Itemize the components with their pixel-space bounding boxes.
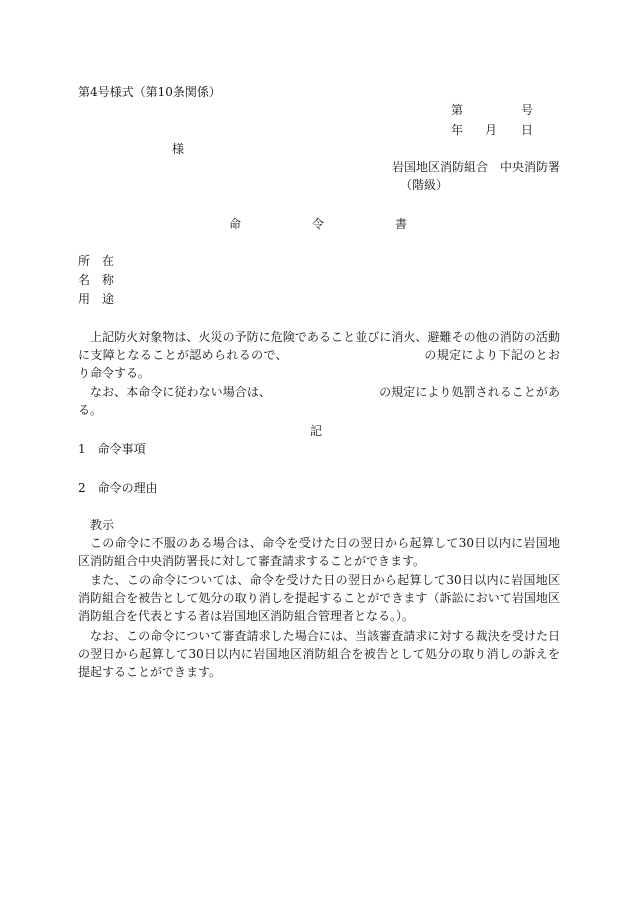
body-paragraph-2-part-1: なお、本命令に従わない場合は、 — [90, 385, 271, 399]
document-number-suffix: 号 — [521, 103, 534, 117]
body-paragraph-2 — [78, 383, 560, 419]
form-label: 第4号様式（第10条関係） — [78, 85, 221, 99]
title-char-3: 書 — [395, 217, 408, 231]
field-label-name: 名 称 — [78, 273, 115, 287]
notice-paragraph-2: また、この命令については、命令を受けた日の翌日から起算して30日以内に岩国地区消防組合を被告として処分の取り消しを提起することができます（訴訟において岩国地区消防組合を代表とする者は岩国地区消防組合管理者となる。）。 — [78, 573, 560, 623]
issuer-organization: 岩国地区消防組合 中央消防署 — [392, 160, 561, 174]
field-label-location: 所 在 — [78, 254, 115, 268]
date-day: 日 — [521, 123, 534, 137]
notice-paragraph-3: なお、この命令について審査請求した場合には、当該審査請求に対する裁決を受けた日の翌日から起算して30日以内に岩国地区消防組合を被告として処分の取り消しの訴えを提起することができます。 — [78, 629, 560, 679]
body-paragraph-2-part-2: の規定により処罰されることがある。 — [78, 385, 560, 417]
notice-paragraph-1: この命令に不服のある場合は、命令を受けた日の翌日から起算して30日以内に岩国地区消防組合中央消防署長に対して審査請求することができます。 — [78, 536, 560, 568]
issuer-rank: （階級） — [400, 178, 449, 192]
notice-heading: 教示 — [90, 518, 115, 532]
title-char-1: 命 — [229, 217, 242, 231]
body-paragraph-1-part-1: 上記防火対象物は、火災の予防に危険であること並びに消火、避難その他の消防の活動に支障となることが認められるので、 — [78, 330, 560, 362]
date-month: 月 — [485, 123, 498, 137]
document-number-prefix: 第 — [451, 103, 464, 117]
ki-heading: 記 — [310, 424, 323, 438]
field-label-usage: 用 途 — [78, 292, 115, 306]
item-order-details: 1 命令事項 — [78, 442, 146, 456]
body-paragraph-1-part-2: の規定により下記のとおり命令する。 — [78, 348, 560, 380]
title-char-2: 令 — [312, 217, 325, 231]
addressee-suffix: 様 — [172, 142, 185, 156]
body-paragraph-1 — [78, 328, 560, 382]
item-order-reason: 2 命令の理由 — [78, 481, 158, 495]
date-year: 年 — [451, 123, 464, 137]
